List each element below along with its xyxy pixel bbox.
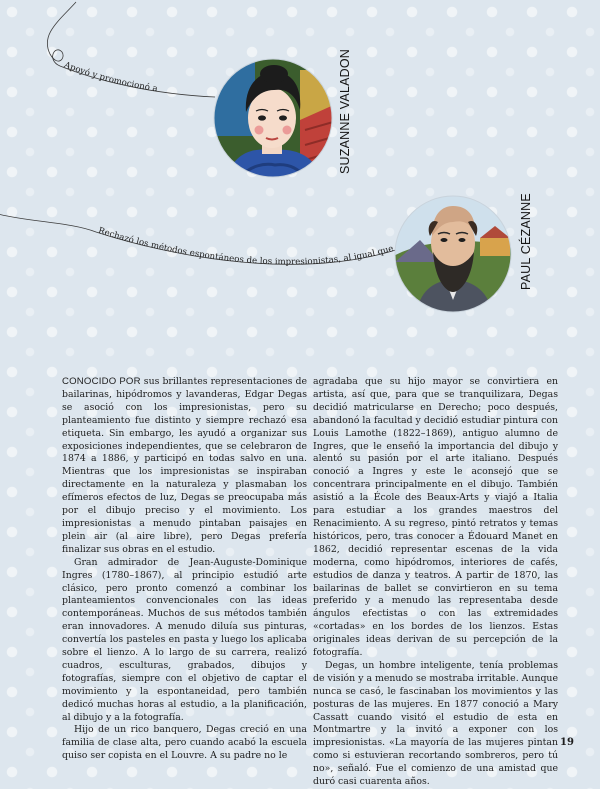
paragraph-text: sus brillantes representaciones de bailarinas, hipódromos y lavanderas, Edgar Degas se asoció con los impresionistas, pero su planteamiento fue distinto y siempre rechazó esa etiqueta. Sin embargo, les ayudó a organizar sus exposiciones independientes, que se celebraron de 1874 a 1886, y participó en todas salvo en una. Mientras que los impresionistas se inspiraban directamente en la naturaleza y plasmaban los efímeros efectos de luz, Degas se preocupaba más por el dibujo preciso y el movimiento. Los impresionistas a menudo pintaban paisajes en plein air (al aire libre), pero Degas prefería finalizar sus obras en el estudio. (62, 376, 307, 555)
portrait-suzanne-valadon (210, 56, 345, 186)
person-name-suzanne-valadon: SUZANNE VALADON (338, 48, 352, 174)
paragraph: agradaba que su hijo mayor se convirtiera en artista, así que, para que se tranquilizara, Degas decidió matricularse en Derecho; poco después, abandonó la facultad y decidió estudiar pintura con Louis Lamothe (1822–1869), antiguo alumno de Ingres, que le enseñó la importancia del dibujo y alentó su pasión por el arte italiano. Después conoció a Ingres y este le aconsejó que se concentrara principalmente en el dibujo. También asistió a la École des Beaux-Arts y viajó a Italia para estudiar a los grandes maestros del Renacimiento. A su regreso, pintó retratos y temas históricos, pero, tras conocer a Édouard Manet en 1862, decidió representar escenas de la vida moderna, como hipódromos, interiores de cafés, estudios de danza y teatros. A partir de 1870, las bailarinas de ballet se convirtieron en su tema preferido y a menudo las representaba desde ángulos efectistas o con las extremidades «cortadas» en los bordes de los lienzos. Estas originales ideas derivan de su percepción de la fotografía. (313, 376, 558, 659)
article-column-right (313, 376, 558, 789)
connections-illustration (0, 0, 600, 360)
caption-supported: Apoyó y promocionó a (62, 60, 159, 95)
caption-rejected: Rechazó los métodos espontáneos de los impresionistas, al igual que (96, 225, 395, 268)
lead-in: CONOCIDO POR (62, 376, 141, 387)
person-name-paul-cezanne: PAUL CÉZANNE (519, 193, 533, 290)
article-column-left (62, 376, 307, 763)
paragraph (62, 376, 307, 557)
page-number: 19 (560, 737, 574, 748)
paragraph: Gran admirador de Jean-Auguste-Dominique Ingres (1780–1867), al principio estudió arte clásico, pero pronto comenzó a combinar los planteamientos convencionales con las ideas contemporáneas. Muchos de sus métodos también eran innovadores. A menudo diluía sus pinturas, convertía los pasteles en pasta y luego los aplicaba sobre el lienzo. A lo largo de su carrera, realizó cuadros, esculturas, grabados, dibujos y fotografías, siempre con el objetivo de captar el movimiento y la espontaneidad, pero también dedicó muchas horas al estudio, a la planificación, al dibujo y a la fotografía. (62, 556, 307, 723)
portrait-paul-cezanne (390, 190, 520, 320)
paragraph: Hijo de un rico banquero, Degas creció en una familia de clase alta, pero cuando acabó la escuela quiso ser copista en el Louvre. A su padre no le (62, 724, 307, 762)
paragraph: Degas, un hombre inteligente, tenía problemas de visión y a menudo se mostraba irritable. Aunque nunca se casó, le fascinaban los movimientos y las posturas de las mujeres. En 1877 conoció a Mary Cassatt cuando visitó el estudio de esta en Montmartre y la invitó a exponer con los impresionistas. «La mayoría de las mujeres pintan como si estuvieran recortando sombreros, pero tú no», señaló. Fue el comienzo de una amistad que duró casi cuarenta años. (313, 659, 558, 788)
